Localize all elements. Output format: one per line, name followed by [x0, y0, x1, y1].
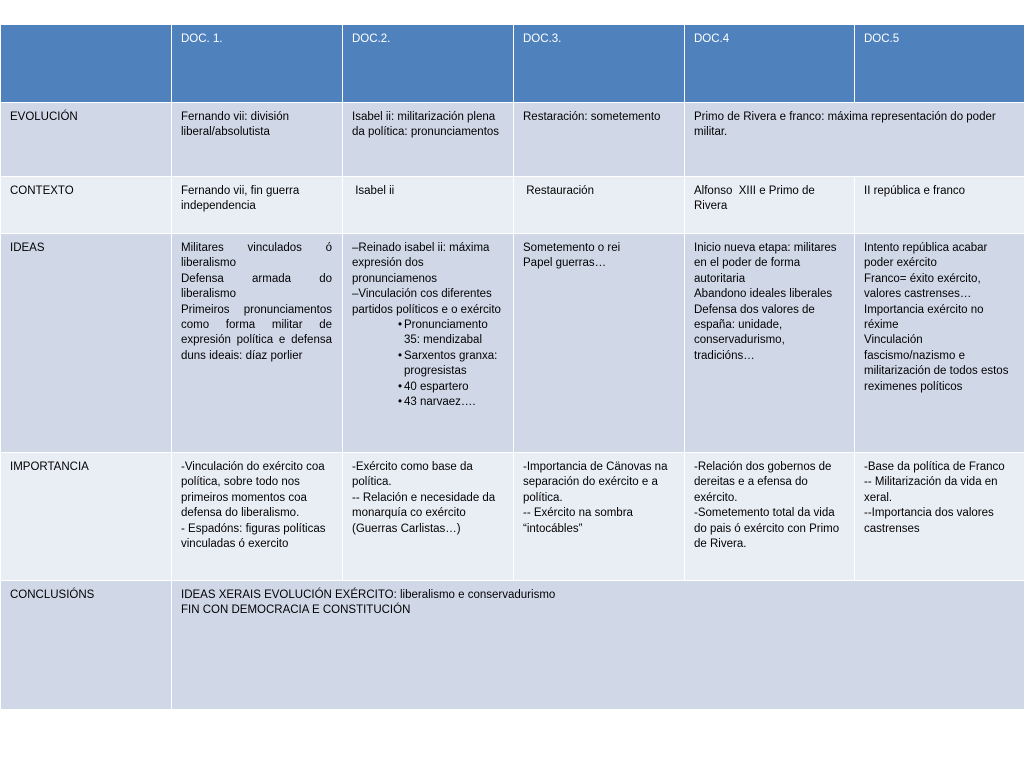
cell-contexto-doc5: II república e franco	[855, 177, 1024, 234]
text-line: Intento república acabar poder exército	[864, 242, 991, 270]
cell-importancia-doc2	[343, 453, 514, 581]
text-line: -Sometemento total da vida do pais ó exército con Primo de Rivera.	[694, 507, 843, 551]
text-line: Franco= éxito exército, valores castrenses…	[864, 272, 984, 301]
row-label-conclusions: CONCLUSIÓNS	[1, 581, 172, 710]
cell-evolucion-doc1: Fernando vii: división liberal/absolutista	[172, 103, 343, 177]
row-label-ideas: IDEAS	[1, 234, 172, 453]
text-line: -Base da política de Franco	[864, 461, 1005, 473]
row-label-contexto: CONTEXTO	[1, 177, 172, 234]
bullet-item: • Pronunciamento 35: mendizabal	[352, 318, 503, 349]
text-line: --Importancia dos valores castrenses	[864, 507, 997, 535]
cell-contexto-doc2: Isabel ii	[343, 177, 514, 234]
comparison-table	[0, 24, 1024, 710]
cell-ideas-doc1	[172, 234, 343, 453]
text-line: Defensa armada do liberalismo	[181, 272, 332, 301]
cell-evolucion-doc2: Isabel ii: militarización plena da política: pronunciamentos	[343, 103, 514, 177]
text-line: IDEAS XERAIS EVOLUCIÓN EXÉRCITO: liberalismo e conservadurismo	[181, 589, 556, 601]
header-cell-corner	[1, 25, 172, 103]
text-line: Defensa dos valores de españa: unidade, conservadurismo, tradicións…	[694, 303, 819, 362]
text-line: Militares vinculados ó liberalismo	[181, 242, 332, 270]
row-contexto	[1, 177, 1024, 234]
text-line: FIN CON DEMOCRACIA E CONSTITUCIÓN	[181, 604, 411, 617]
text-line: -Vinculación do exército coa política, sobre todo nos primeiros momentos coa defensa do liberalismo.	[181, 461, 328, 520]
cell-ideas-doc2	[343, 234, 514, 453]
cell-contexto-doc1: Fernando vii, fin guerra independencia	[172, 177, 343, 234]
text-line: –Vinculación cos diferentes partidos políticos e o exército	[352, 288, 501, 316]
header-cell-doc1: DOC. 1.	[172, 25, 343, 103]
text-line: Papel guerras…	[523, 257, 607, 270]
bullet-item: • 43 narvaez….	[352, 395, 503, 410]
row-ideas	[1, 234, 1024, 453]
text-line: -- Exército na sombra “intocábles”	[523, 507, 637, 535]
cell-evolucion-doc4-5: Primo de Rivera e franco: máxima representación do poder militar.	[685, 103, 1024, 177]
bullet-item: • Sarxentos granxa: progresistas	[352, 349, 503, 380]
bullet-item: • 40 espartero	[352, 380, 503, 395]
text-line: Vinculación fascismo/nazismo e militarización de todos estos reximenes políticos	[864, 334, 1012, 393]
text-line: Sometemento o rei	[523, 242, 621, 254]
row-conclusions	[1, 581, 1024, 710]
cell-importancia-doc5	[855, 453, 1024, 581]
cell-ideas-doc3	[514, 234, 685, 453]
row-label-importancia: IMPORTANCIA	[1, 453, 172, 581]
header-cell-doc3: DOC.3.	[514, 25, 685, 103]
cell-evolucion-doc3: Restaración: sometemento	[514, 103, 685, 177]
text-line: -Exército como base da política.	[352, 461, 477, 489]
text-line: Primeiros pronunciamentos como forma militar de expresión política e defensa duns ideais: díaz porlier	[181, 303, 332, 362]
header-cell-doc4: DOC.4	[685, 25, 855, 103]
text-line: -Importancia de Cänovas na separación do exército e a política.	[523, 461, 671, 504]
cell-contexto-doc4: Alfonso XIII e Primo de Rivera	[685, 177, 855, 234]
text-line: –Reinado isabel ii: máxima expresión dos pronunciamenos	[352, 242, 493, 285]
text-line: -- Relación e necesidade da monarquía co exército (Guerras Carlistas…)	[352, 491, 499, 535]
header-cell-doc5: DOC.5	[855, 25, 1024, 103]
cell-ideas-doc5	[855, 234, 1024, 453]
cell-importancia-doc3	[514, 453, 685, 581]
text-line: Abandono ideales liberales	[694, 288, 833, 301]
row-evolucion	[1, 103, 1024, 177]
cell-importancia-doc1	[172, 453, 343, 581]
text-line: -- Militarización da vida en xeral.	[864, 476, 1001, 504]
row-label-evolucion: EVOLUCIÓN	[1, 103, 172, 177]
text-line: - Espadóns: figuras políticas vinculadas ó exercito	[181, 522, 329, 551]
header-row	[1, 25, 1024, 103]
text-line: Importancia exército no réxime	[864, 303, 987, 332]
text-line: Inicio nueva etapa: militares en el poder de forma autoritaria	[694, 242, 840, 285]
cell-conclusions	[172, 581, 1024, 710]
row-importancia	[1, 453, 1024, 581]
cell-importancia-doc4	[685, 453, 855, 581]
header-cell-doc2: DOC.2.	[343, 25, 514, 103]
text-line: -Relación dos gobernos de dereitas e a efensa do exército.	[694, 461, 835, 504]
cell-ideas-doc4	[685, 234, 855, 453]
cell-contexto-doc3: Restauración	[514, 177, 685, 234]
